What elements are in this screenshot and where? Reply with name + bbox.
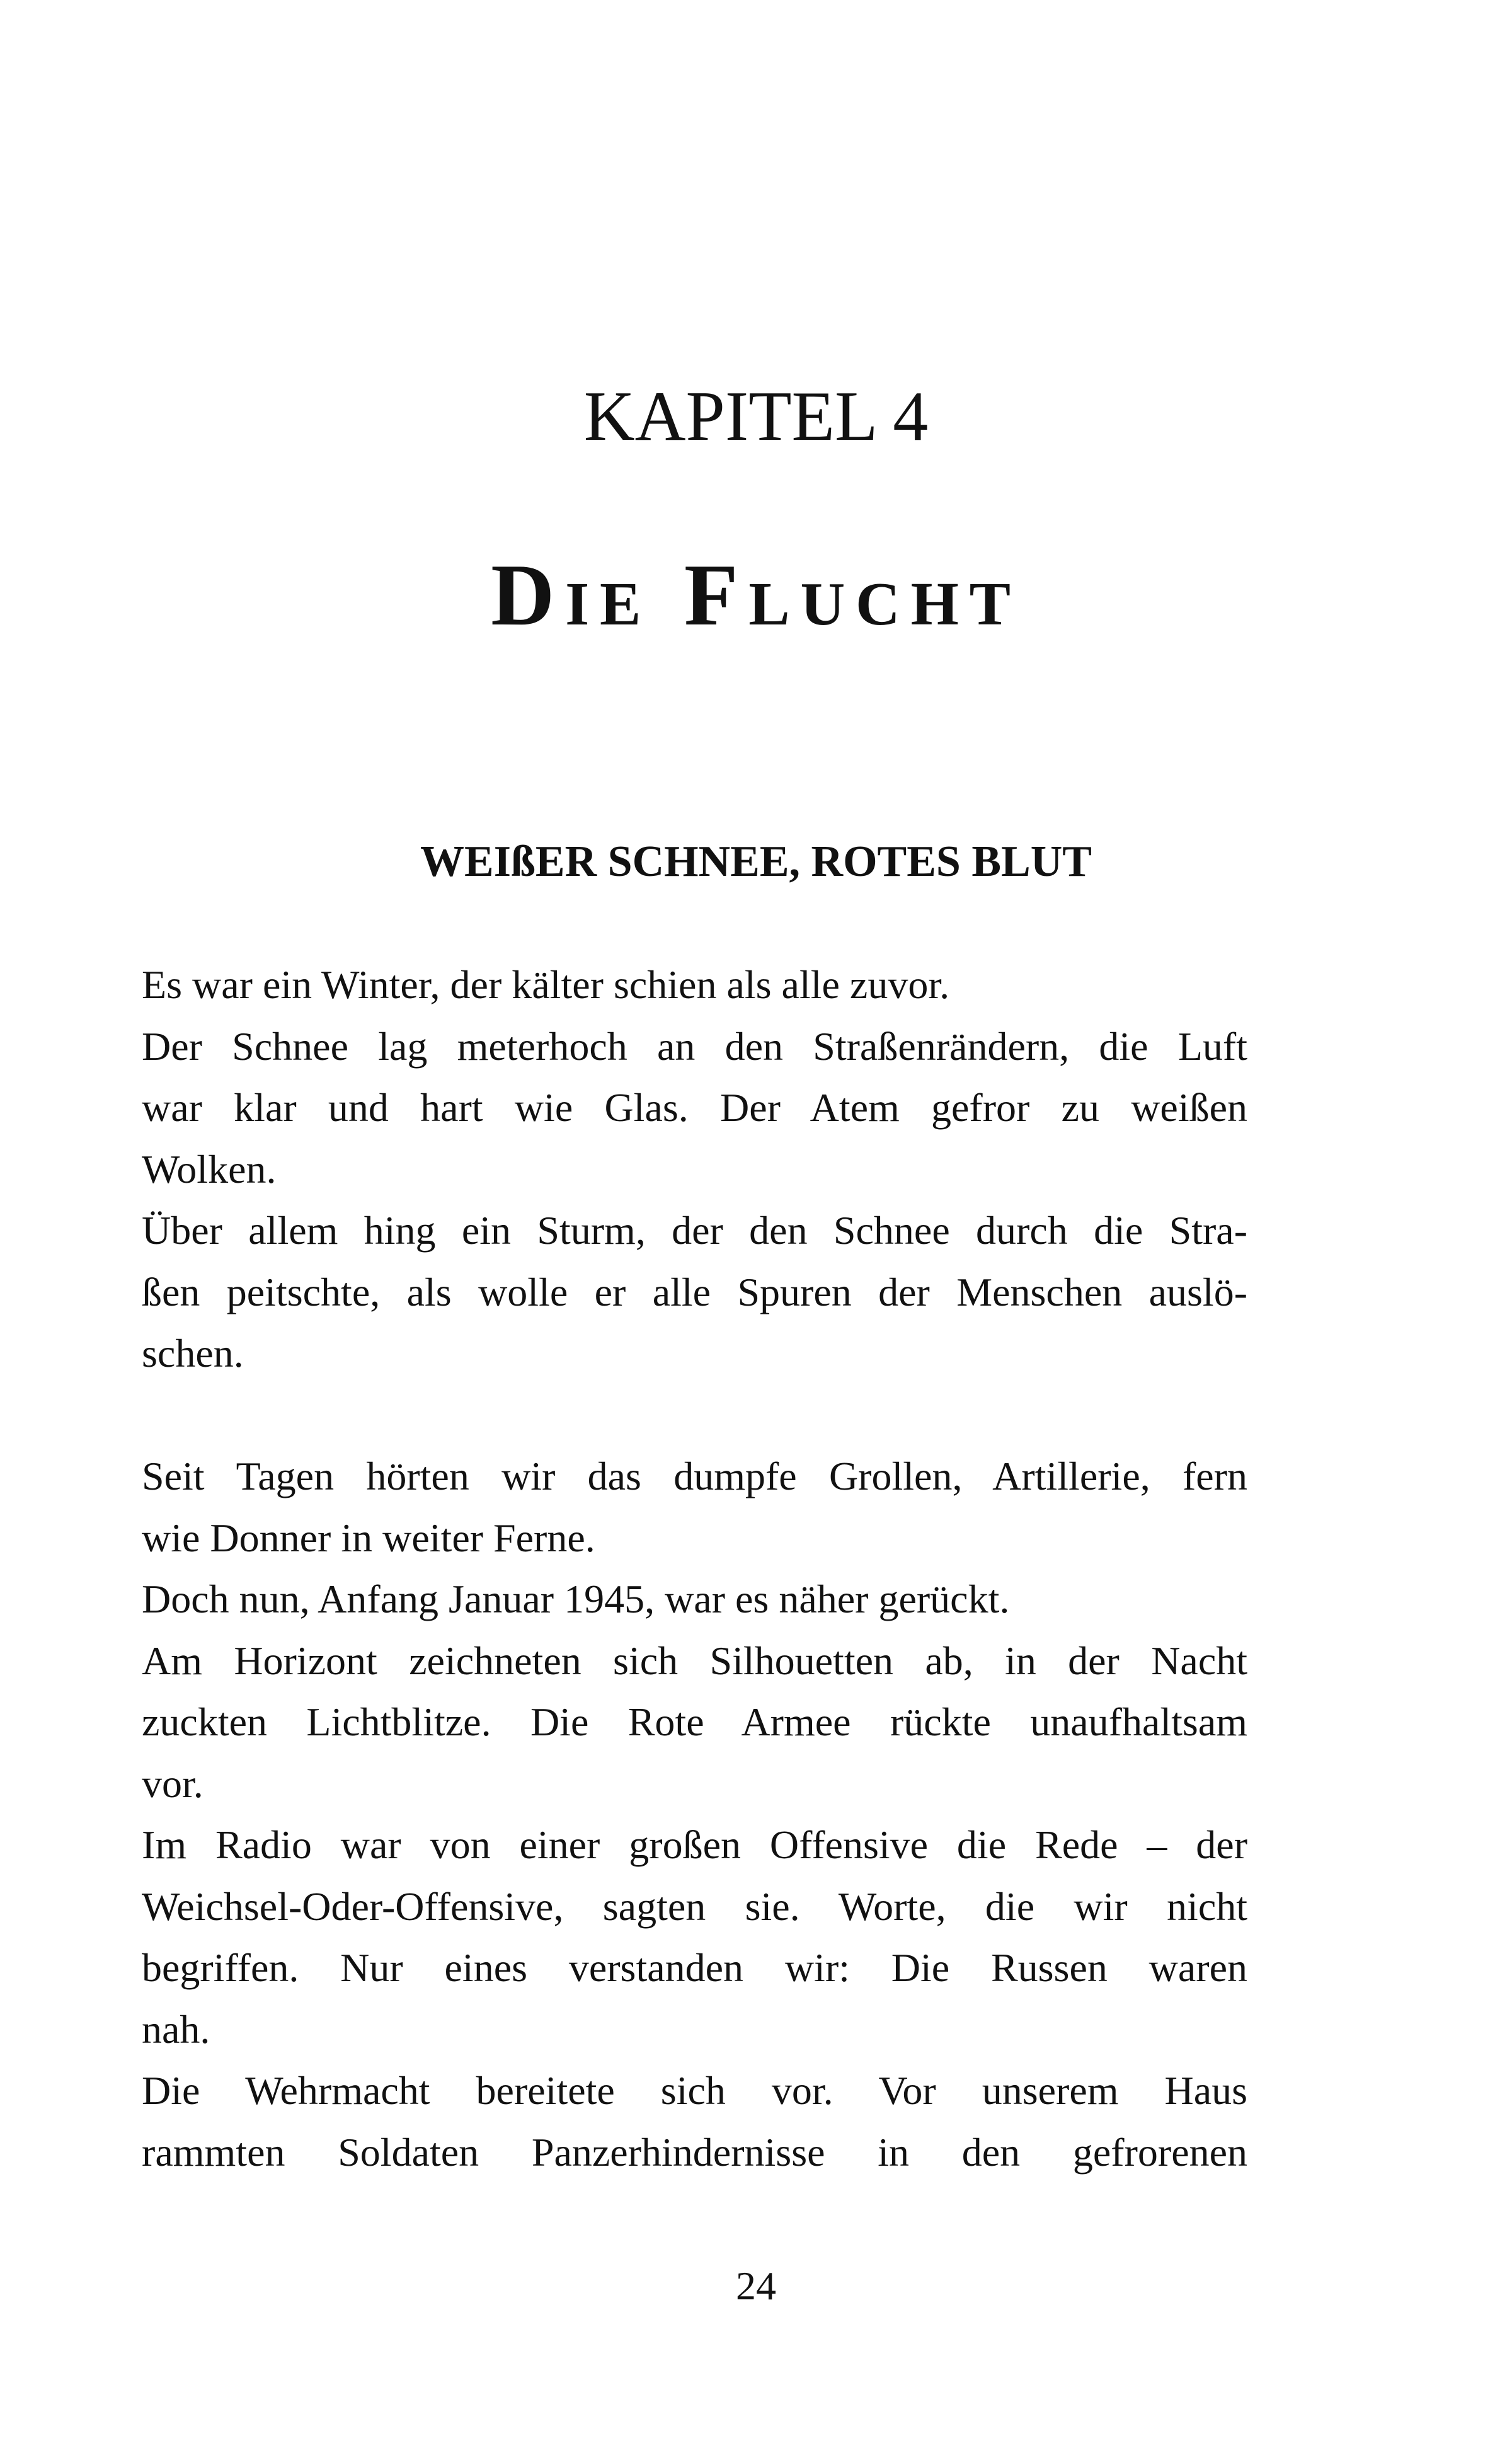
text-line: Der Schnee lag meterhoch an den Straßenrändern, die Luft — [142, 1023, 1247, 1069]
chapter-title: Die Flucht — [491, 546, 1021, 644]
text-line: wie Donner in weiter Ferne. — [142, 1515, 595, 1560]
text-line: Über allem hing ein Sturm, der den Schnee durch die Stra- — [142, 1208, 1247, 1253]
text-line: zuckten Lichtblitze. Die Rote Armee rückte unaufhaltsam — [142, 1699, 1247, 1744]
body-text — [142, 954, 1247, 2183]
text-line: war klar und hart wie Glas. Der Atem gefror zu weißen — [142, 1085, 1247, 1130]
text-line: nah. — [142, 2006, 210, 2052]
text-line: Am Horizont zeichneten sich Silhouetten ab, in der Nacht — [142, 1638, 1247, 1683]
text-line: Doch nun, Anfang Januar 1945, war es näher gerückt. — [142, 1577, 1010, 1621]
text-line: Wolken. — [142, 1146, 277, 1192]
text-line: schen. — [142, 1331, 244, 1376]
page-number: 24 — [736, 2263, 776, 2308]
paragraph-break — [142, 1384, 1247, 1446]
text-line: Es war ein Winter, der kälter schien als alle zuvor. — [142, 962, 950, 1007]
text-line: vor. — [142, 1761, 203, 1806]
text-line: begriffen. Nur eines verstanden wir: Die Russen waren — [142, 1945, 1247, 1990]
text-line: Weichsel-Oder-Offensive, sagten sie. Worte, die wir nicht — [142, 1883, 1247, 1929]
text-line: Im Radio war von einer großen Offensive die Rede – der — [142, 1822, 1247, 1867]
text-line: rammten Soldaten Panzerhindernisse in den gefrorenen — [142, 2129, 1247, 2175]
text-line: Die Wehrmacht bereitete sich vor. Vor unserem Haus — [142, 2068, 1247, 2113]
section-title: WEIßER SCHNEE, ROTES BLUT — [420, 837, 1092, 886]
text-line: Seit Tagen hörten wir das dumpfe Grollen, Artillerie, fern — [142, 1454, 1247, 1498]
text-line: ßen peitschte, als wolle er alle Spuren der Menschen auslö- — [142, 1269, 1247, 1314]
chapter-label: KAPITEL 4 — [583, 377, 929, 456]
